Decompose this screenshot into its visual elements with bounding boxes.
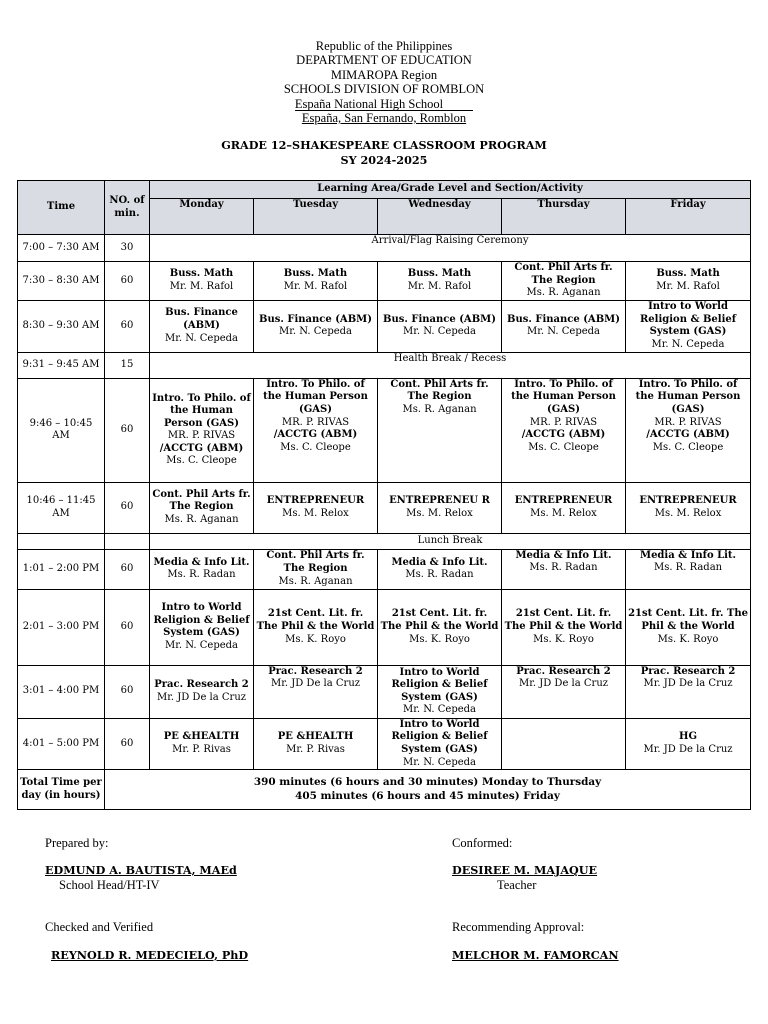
activity-span-cell: Health Break / Recess: [150, 352, 751, 378]
schedule-cell: [378, 482, 502, 533]
subject: 21st Cent. Lit. fr. The Phil & the World: [504, 608, 623, 632]
teacher: Ms. K. Royo: [409, 633, 470, 645]
subject: HG: [679, 731, 698, 743]
prepared-label: Prepared by:: [45, 836, 109, 850]
minutes-cell: 60: [105, 589, 150, 665]
schedule-cell: [502, 549, 626, 589]
subject: PE &HEALTH: [163, 731, 240, 743]
schedule-cell-empty: [502, 718, 626, 769]
schedule-cell: [254, 300, 378, 352]
subject: ENTREPRENEUR: [514, 495, 613, 507]
prepared-role: School Head/HT-IV: [59, 878, 160, 892]
schedule-cell: [378, 718, 502, 769]
teacher: Mr. P. Rivas: [172, 743, 231, 755]
teacher-alt: Ms. C. Cleope: [652, 441, 724, 453]
schedule-cell: [378, 300, 502, 352]
time-cell: 9:31 – 9:45 AM: [18, 352, 105, 378]
prepared-block: [45, 836, 237, 893]
header-thursday: Thursday: [502, 199, 626, 235]
total-label: Total Time per day (in hours): [18, 770, 105, 810]
teacher: Ms. R. Radan: [653, 562, 723, 574]
table-row: [18, 262, 751, 301]
subject: Intro to World Religion & Belief System (GAS): [391, 666, 488, 703]
minutes-cell: 60: [105, 665, 150, 718]
subject: Prac. Research 2: [154, 679, 249, 691]
subject: Media & Info Lit.: [515, 549, 612, 561]
schedule-cell: [626, 262, 751, 301]
table-row: [18, 235, 751, 262]
schedule-cell: [502, 482, 626, 533]
header-department: DEPARTMENT OF EDUCATION: [296, 53, 472, 68]
schedule-cell: [626, 482, 751, 533]
schedule-cell: [626, 718, 751, 769]
minutes-cell: 60: [105, 718, 150, 769]
schedule-cell: [502, 262, 626, 301]
activity-span-cell: Lunch Break: [150, 533, 751, 549]
total-friday: 405 minutes (6 hours and 45 minutes) Friday: [295, 789, 560, 802]
teacher: Mr. N. Cepeda: [527, 326, 600, 338]
teacher: Mr. JD De la Cruz: [643, 678, 733, 690]
schedule-cell: [150, 589, 254, 665]
table-row: [18, 549, 751, 589]
schedule-cell: [150, 549, 254, 589]
time-cell: 1:01 – 2:00 PM: [18, 549, 105, 589]
teacher: MR. P. RIVAS: [529, 416, 598, 428]
teacher: Ms. K. Royo: [285, 633, 346, 645]
subject: Intro. To Philo. of the Human Person (GAS): [635, 378, 741, 415]
schedule-cell: [150, 300, 254, 352]
subject: Buss. Math: [283, 268, 348, 280]
subject: Prac. Research 2: [516, 665, 611, 677]
minutes-cell: 15: [105, 352, 150, 378]
table-row: [18, 533, 751, 549]
header-republic: Republic of the Philippines: [315, 39, 453, 53]
teacher: Ms. K. Royo: [657, 633, 719, 645]
subject: Media & Info Lit.: [640, 549, 737, 561]
checked-label: Checked and Verified: [45, 920, 154, 934]
time-cell: 4:01 – 5:00 PM: [18, 718, 105, 769]
title-program: GRADE 12–SHAKESPEARE CLASSROOM PROGRAM: [221, 138, 547, 152]
teacher: MR. P. RIVAS: [281, 416, 350, 428]
subject: Intro to World Religion & Belief System (GAS): [153, 602, 250, 639]
minutes-cell: 60: [105, 482, 150, 533]
teacher: Ms. R. Aganan: [402, 403, 477, 415]
table-row: [18, 589, 751, 665]
subject: Intro to World Religion & Belief System (GAS): [391, 718, 488, 755]
schedule-cell: [150, 378, 254, 482]
subject: Prac. Research 2: [268, 665, 363, 677]
teacher: Ms. R. Radan: [529, 562, 598, 574]
subject: Bus. Finance (ABM): [507, 313, 620, 325]
teacher-alt: Ms. C. Cleope: [528, 441, 599, 453]
teacher: Ms. K. Royo: [533, 633, 594, 645]
subject: Cont. Phil Arts fr. The Region: [152, 488, 251, 513]
total-row: [18, 770, 751, 810]
teacher: Ms. R. Radan: [405, 569, 474, 581]
table-row: [18, 352, 751, 378]
subject: Bus. Finance (ABM): [259, 313, 372, 325]
subject: Media & Info Lit.: [153, 556, 250, 568]
teacher-alt: Ms. C. Cleope: [166, 455, 237, 467]
subject: Intro. To Philo. of the Human Person (GAS): [263, 378, 368, 415]
schedule-cell: [502, 665, 626, 718]
table-header-row: [18, 181, 751, 199]
header-wednesday: Wednesday: [378, 199, 502, 235]
subject: 21st Cent. Lit. fr. The Phil & the World: [256, 608, 375, 632]
teacher: MR. P. RIVAS: [654, 416, 722, 428]
subject: Buss. Math: [656, 268, 720, 280]
teacher: Mr. N. Cepeda: [279, 326, 352, 338]
teacher: Ms. R. Radan: [167, 569, 236, 581]
teacher: Mr. N. Cepeda: [165, 332, 238, 344]
subject: Intro. To Philo. of the Human Person (GAS): [152, 392, 251, 429]
header-time: Time: [18, 181, 105, 235]
minutes-cell: 30: [105, 235, 150, 262]
schedule-cell: [254, 665, 378, 718]
header-friday: Friday: [626, 199, 751, 235]
schedule-cell: [502, 589, 626, 665]
schedule-cell: [378, 665, 502, 718]
minutes-cell: [105, 533, 150, 549]
teacher: Mr. N. Cepeda: [403, 756, 476, 768]
teacher: Mr. M. Rafol: [169, 280, 234, 292]
table-row: [18, 482, 751, 533]
schedule-cell: [150, 718, 254, 769]
teacher: Mr. JD De la Cruz: [518, 678, 609, 690]
subject: Media & Info Lit.: [391, 556, 488, 568]
total-mon-thu: 390 minutes (6 hours and 30 minutes) Monday to Thursday: [253, 776, 602, 789]
table-row: [18, 300, 751, 352]
schedule-cell: [626, 589, 751, 665]
header-tuesday: Tuesday: [254, 199, 378, 235]
subject: Intro to World Religion & Belief System (GAS): [639, 301, 737, 338]
subject: ENTREPRENEUR: [639, 495, 737, 507]
conformed-label: Conformed:: [452, 836, 513, 850]
subject-alt: /ACCTG (ABM): [521, 429, 606, 441]
time-cell: 9:46 – 10:45 AM: [18, 378, 105, 482]
subject-alt: /ACCTG (ABM): [646, 429, 730, 441]
title-school-year: SY 2024-2025: [340, 152, 428, 167]
checked-block: [45, 920, 248, 963]
minutes-cell: 60: [105, 262, 150, 301]
subject: PE &HEALTH: [277, 731, 354, 743]
subject: Intro. To Philo. of the Human Person (GAS): [511, 378, 616, 415]
subject: Cont. Phil Arts fr. The Region: [514, 262, 613, 286]
table-row: [18, 665, 751, 718]
minutes-cell: 60: [105, 378, 150, 482]
schedule-cell: [254, 482, 378, 533]
total-summary: [105, 770, 751, 810]
table-row: [18, 378, 751, 482]
teacher: Ms. R. Aganan: [278, 575, 353, 587]
teacher: Mr. P. Rivas: [286, 743, 345, 755]
time-cell: 3:01 – 4:00 PM: [18, 665, 105, 718]
recommending-name: MELCHOR M. FAMORCAN: [452, 948, 619, 962]
teacher: MR. P. RIVAS: [167, 430, 236, 442]
schedule-cell: [150, 665, 254, 718]
teacher: Mr. N. Cepeda: [651, 338, 725, 350]
teacher: Ms. M. Relox: [654, 507, 722, 519]
subject-alt: /ACCTG (ABM): [273, 429, 358, 441]
subject: 21st Cent. Lit. fr. The Phil & the World: [628, 608, 748, 632]
schedule-cell: [254, 718, 378, 769]
prepared-name: EDMUND A. BAUTISTA, MAEd: [45, 863, 237, 877]
time-cell: 7:30 – 8:30 AM: [18, 262, 105, 301]
schedule-cell: [254, 589, 378, 665]
subject: ENTREPRENEUR: [266, 495, 365, 507]
schedule-cell: [626, 300, 751, 352]
activity-span-cell: Arrival/Flag Raising Ceremony: [150, 235, 751, 262]
teacher-alt: Ms. C. Cleope: [280, 441, 351, 453]
teacher: Mr. M. Rafol: [656, 280, 720, 292]
teacher: Mr. JD De la Cruz: [270, 678, 361, 690]
schedule-cell: [378, 262, 502, 301]
time-cell: 10:46 – 11:45 AM: [18, 482, 105, 533]
conformed-role: Teacher: [497, 878, 537, 892]
header-region: MIMAROPA Region: [330, 67, 438, 82]
minutes-cell: 60: [105, 549, 150, 589]
schedule-cell: [626, 378, 751, 482]
header-monday: Monday: [150, 199, 254, 235]
teacher: Mr. JD De la Cruz: [643, 743, 733, 755]
schedule-cell: [378, 378, 502, 482]
header-learning-area: Learning Area/Grade Level and Section/Activity: [150, 181, 751, 199]
subject: Cont. Phil Arts fr. The Region: [390, 378, 489, 403]
schedule-cell: [150, 262, 254, 301]
subject: Buss. Math: [169, 268, 234, 280]
document-header: [0, 39, 768, 125]
schedule-cell: [378, 589, 502, 665]
teacher: Mr. JD De la Cruz: [156, 691, 247, 703]
schedule-cell: [378, 549, 502, 589]
header-address: España, San Fernando, Romblon: [301, 111, 467, 126]
conformed-block: [452, 836, 597, 893]
time-cell: 7:00 – 7:30 AM: [18, 235, 105, 262]
document-title: [0, 138, 768, 167]
schedule-cell: [626, 665, 751, 718]
schedule-cell: [254, 378, 378, 482]
header-school: España National High School: [295, 98, 473, 111]
schedule-cell: [254, 549, 378, 589]
time-cell: 8:30 – 9:30 AM: [18, 300, 105, 352]
teacher: Ms. M. Relox: [406, 507, 473, 519]
teacher: Mr. N. Cepeda: [403, 326, 476, 338]
subject-alt: /ACCTG (ABM): [159, 442, 244, 454]
schedule-cell: [254, 262, 378, 301]
subject: ENTREPRENEU R: [389, 495, 490, 507]
schedule-cell: [502, 300, 626, 352]
checked-name: REYNOLD R. MEDECIELO, PhD: [51, 948, 249, 962]
time-cell: 2:01 – 3:00 PM: [18, 589, 105, 665]
subject: Bus. Finance (ABM): [165, 307, 238, 331]
schedule-cell: [626, 549, 751, 589]
schedule-cell: [502, 378, 626, 482]
time-cell: [18, 533, 105, 549]
conformed-name: DESIREE M. MAJAQUE: [452, 863, 598, 877]
teacher: Mr. N. Cepeda: [403, 704, 476, 716]
schedule-table: [17, 180, 751, 810]
recommending-label: Recommending Approval:: [452, 920, 585, 934]
table-row: [18, 718, 751, 769]
recommending-block: [452, 920, 619, 963]
header-minutes: NO. of min.: [105, 181, 150, 235]
teacher: Ms. M. Relox: [282, 507, 349, 519]
subject: Buss. Math: [407, 268, 472, 280]
minutes-cell: 60: [105, 300, 150, 352]
teacher: Ms. R. Aganan: [164, 514, 239, 526]
teacher: Mr. M. Rafol: [407, 280, 472, 292]
header-division: SCHOOLS DIVISION OF ROMBLON: [283, 82, 485, 97]
teacher: Ms. M. Relox: [530, 507, 597, 519]
teacher: Mr. N. Cepeda: [165, 639, 238, 651]
teacher: Ms. R. Aganan: [526, 287, 601, 299]
subject: 21st Cent. Lit. fr. The Phil & the World: [380, 608, 499, 632]
subject: Bus. Finance (ABM): [383, 313, 496, 325]
subject: Prac. Research 2: [640, 665, 736, 677]
subject: Cont. Phil Arts fr. The Region: [266, 550, 365, 574]
schedule-cell: [150, 482, 254, 533]
teacher: Mr. M. Rafol: [283, 280, 348, 292]
